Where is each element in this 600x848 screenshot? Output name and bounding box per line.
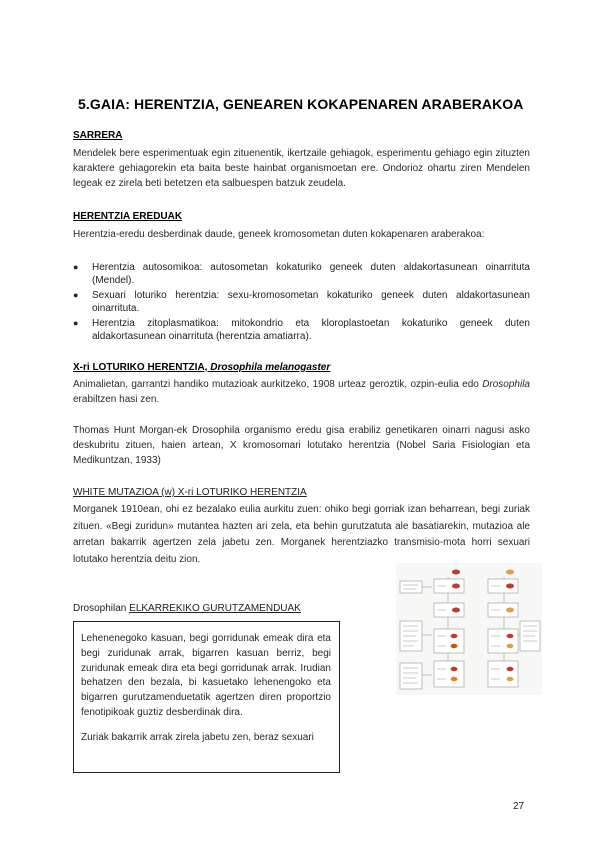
bullet-icon: ● [73,290,79,300]
sarrera-heading: SARRERA [73,130,123,141]
list-item: ● Sexuari loturiko herentzia: sexu-kromosometan kokaturiko geneek duten aldakortasunean oinarrituta. [73,290,530,314]
xlinked-paragraph-1: Animalietan, garrantzi handiko mutazioak aurkitzeko, 1908 urteaz geroztik, ozpin-eulia edo Drosophila erabiltzen hasi zen. [73,379,530,405]
gurutzamenduak-heading: Drosophilan ELKARREKIKO GURUTZAMENDUAK [73,603,301,614]
page-title: 5.GAIA: HERENTZIA, GENEAREN KOKAPENAREN ARABERAKOA [78,96,524,112]
gurutzamenduak-box [73,621,340,773]
list-item: ● Herentzia zitoplasmatikoa: mitokondrio eta kloroplastoetan kokaturiko geneek duten aldakortasunean oinarrituta (herentzia amatiarra). [73,318,530,342]
ereduak-heading: HERENTZIA EREDUAK [73,211,183,222]
xlinked-paragraph-2: Thomas Hunt Morgan-ek Drosophila organismo eredu gisa erabiliz genetikaren oinarri nagusi asko deskubritu zituen, haien artean, X kromosomari lotutako herentzia (Nobel Saria Fisiologian eta Medikuntzan, 1933) [73,425,530,466]
box-paragraph-2: Zuriak bakarrik arrak zirela jabetu zen, beraz sexuari [81,731,314,743]
ereduak-intro: Herentzia-eredu desberdinak daude, geneek kromosometan duten kokapenaren araberakoa: [73,229,485,240]
white-heading: WHITE MUTAZIOA (w) X-ri LOTURIKO HERENTZIA [73,487,307,498]
sarrera-text: Mendelek bere esperimentuak egin zituenentik, ikertzaile gehiagok, esperimentu gehiago egin zituzten karaktere gehiagorekin eta baita beste hainbat organismoetan ere. Ondorioz ohartu ziren Mendelen legeak ez zirela beti betetzen eta salbuespen batzuk zeudela. [73,148,530,189]
reciprocal-cross-diagram [396,563,542,695]
box-paragraph-1: Lehenenegoko kasuan, begi gorridunak emeak dira eta begi zuridunak arrak, bigarren kasuan berriz, begi zuridunak emeak dira eta begi gorridunak arrak. Irudian behatzen den bezala, bi kasuetako lehenengoko eta bigarren gurutzamenduetatik agertzen diren proportzio fenotipikoak guztiz desberdinak dira. [81,633,331,718]
xlinked-heading: X-ri LOTURIKO HERENTZIA, Drosophila melanogaster [73,362,331,373]
page-number: 27 [513,801,525,812]
bullet-icon: ● [73,262,79,272]
white-text: Morganek 1910ean, ohi ez bezalako eulia aurkitu zuen: ohiko begi gorriak izan beharrean, begi zuriak zituen. «Begi zuridun» mutantea hazten ari zela, eta behin gurutzatuta ale basatiarekin, mutazioa ale arretan bakarrik agertzen zela jabetu zen. Morganek herentziazko transmisio-mota horri sexuari lotutako herentzia deitu zion. [73,504,530,565]
list-item: ● Herentzia autosomikoa: autosometan kokaturiko geneek duten aldakortasunean oinarrituta (Mendel). [73,262,530,286]
ereduak-list [73,261,530,343]
bullet-icon: ● [73,318,79,328]
